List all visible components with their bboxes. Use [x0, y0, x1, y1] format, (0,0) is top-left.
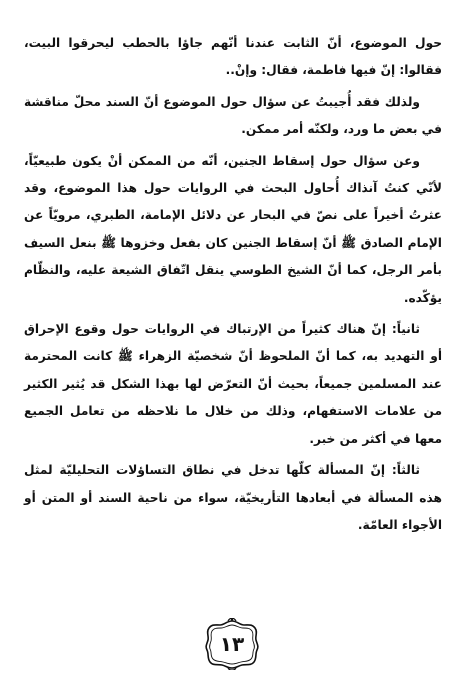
- paragraph-continuation: حول الموضوع، أنّ الثابت عندنا أنّهم جاؤا بالحطب ليحرقوا البيت، فقالوا: إنّ فيها فاطمة، فقال: وإنْ..: [24, 36, 442, 78]
- paragraph-miscarriage: وعن سؤال حول إسقاط الجنين، أنّه من الممكن أنْ يكون طبيعيّاً، لأنّي كنتُ آنذاك أُحاول البحث في الروايات حول هذا الموضوع، وقد عثرتُ أخيراً على نصّ في البحار عن دلائل الإمامة، الطبري، مرويّاً عن الإمام الصادق ﷺ أنّ إسقاط الجنين كان بفعل وخزوها ﷺ بنعل السيف بأمر الرجل، كما أنّ الشيخ الطوسي ينقل اتّفاق الشيعة عليه، والنظّام يؤكّده.: [24, 153, 442, 305]
- body-text: [24, 30, 442, 543]
- page-number-ornament: [204, 618, 260, 670]
- page-number: ١٣: [219, 632, 245, 656]
- paragraph-chain-of-transmission: ولذلك فقد أُجيبتُ عن سؤال حول الموضوع أنّ السند محلّ مناقشة في بعض ما ورد، ولكنّه أمر ممكن.: [24, 94, 442, 137]
- paragraph-third-point: ثالثاً: إنّ المسألة كلّها تدخل في نطاق التساؤلات التحليليّة لمثل هذه المسألة في أبعادها التأريخيّة، سواء من ناحية السند أو المتن أو الأجواء العامّة.: [24, 463, 442, 532]
- paragraph-second-point: ثانياً: إنّ هناك كثيراً من الإرتباك في الروايات حول وقوع الإحراق أو التهديد به، كما أنّ الملحوظ أنّ شخصيّة الزهراء ﷺ كانت المحترمة عند المسلمين جميعاً، بحيث أنّ التعرّض لها بهذا الشكل قد يُثير الكثير من علامات الاستفهام، وذلك من خلال ما نلاحظه من تعامل الجميع معها في أكثر من خبر.: [24, 322, 442, 446]
